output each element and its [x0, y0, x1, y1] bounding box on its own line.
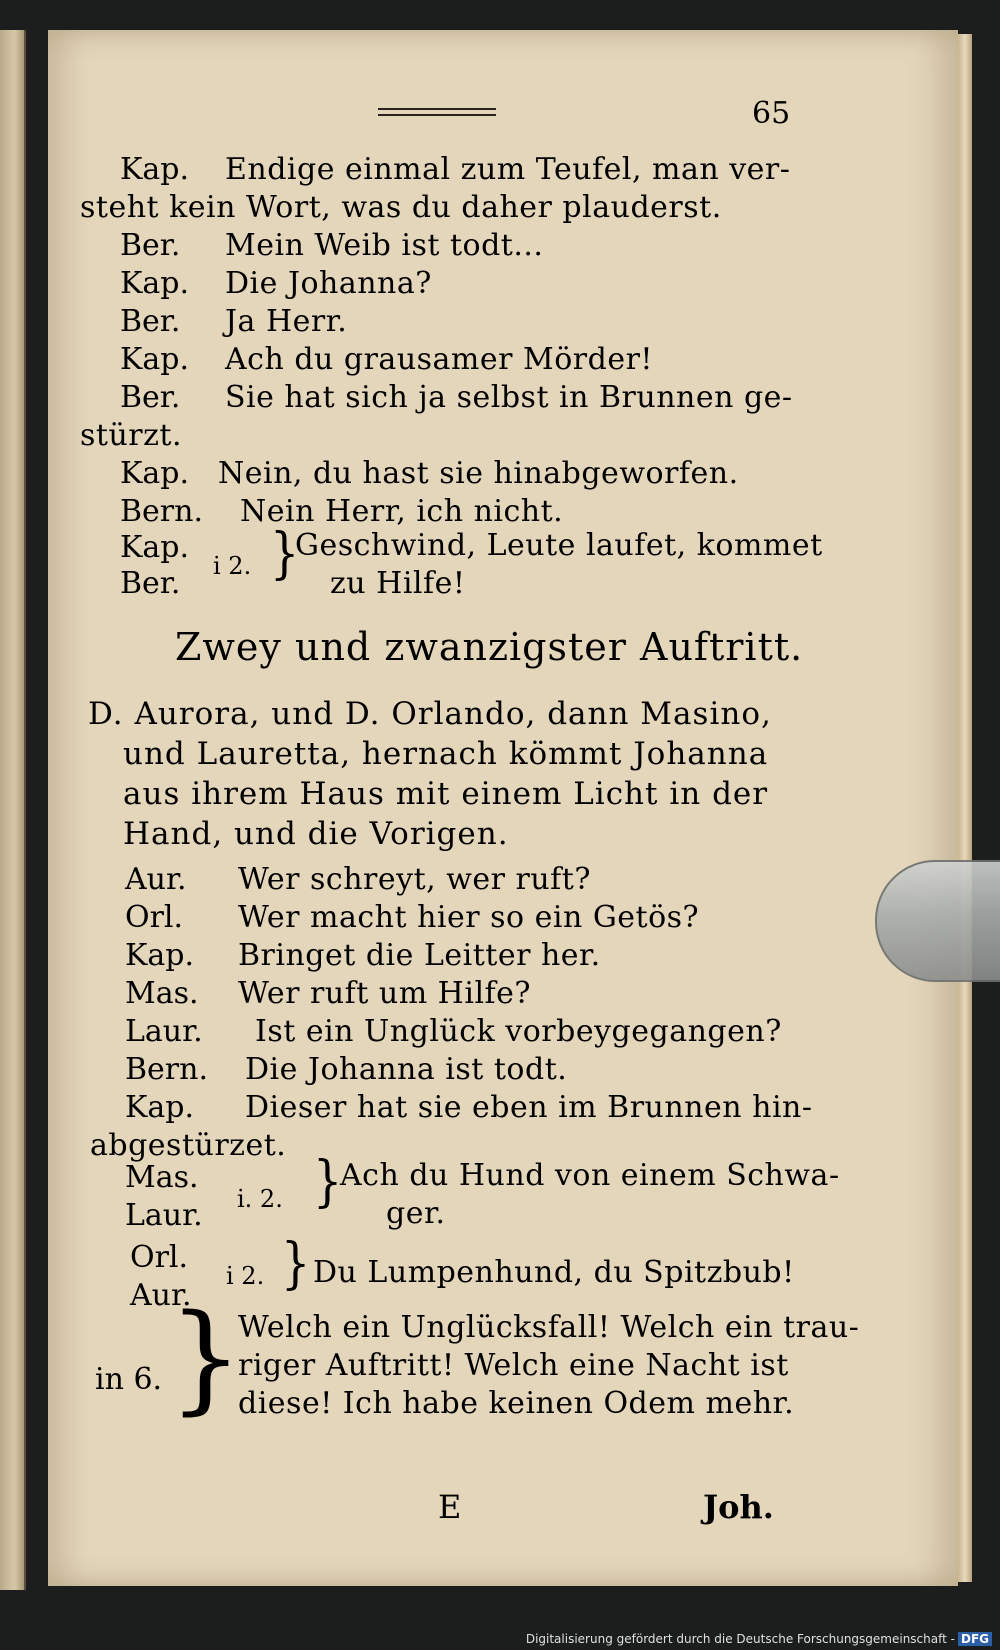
speaker: Kap. [120, 266, 190, 301]
speaker: Laur. [125, 1014, 203, 1049]
dialogue-line: Dieser hat sie eben im Brunnen hin- [245, 1090, 813, 1125]
dialogue-line: Nein Herr, ich nicht. [240, 494, 564, 529]
speaker: Orl. [125, 900, 184, 935]
dialogue-line: Wer macht hier so ein Getös? [238, 900, 700, 935]
dialogue-line: abgestürzet. [90, 1128, 287, 1163]
joint-speaker: Mas. [125, 1160, 199, 1195]
page-number: 65 [752, 96, 791, 131]
scene-heading: Zwey und zwanzigster Auftritt. [175, 625, 804, 669]
dialogue-line: riger Auftritt! Welch eine Nacht ist [238, 1348, 789, 1383]
dialogue-line: ger. [386, 1196, 446, 1231]
dialogue-line: Endige einmal zum Teufel, man ver- [225, 152, 791, 187]
speaker: Kap. [125, 938, 195, 973]
header-rule [378, 108, 496, 116]
dialogue-line: diese! Ich habe keinen Odem mehr. [238, 1386, 795, 1421]
dialogue-line: Du Lumpenhund, du Spitzbub! [313, 1255, 795, 1290]
page-stack-edge [958, 34, 972, 1582]
dialogue-line: stürzt. [80, 418, 183, 453]
joint-speaker: Orl. [130, 1240, 189, 1275]
speaker: Ber. [120, 228, 181, 263]
adjacent-page-edge [0, 30, 26, 1590]
speaker: Ber. [120, 304, 181, 339]
stage-direction-line: und Lauretta, hernach kömmt Johanna [123, 736, 769, 772]
stage-direction-line: Hand, und die Vorigen. [123, 816, 509, 852]
dialogue-line: zu Hilfe! [330, 566, 466, 601]
speaker: Bern. [125, 1052, 208, 1087]
joint-count: in 6. [95, 1362, 163, 1397]
dialogue-line: Geschwind, Leute laufet, kommet [295, 528, 823, 563]
dialogue-line: Ach du Hund von einem Schwa- [340, 1158, 840, 1193]
brace-icon: } [270, 520, 300, 586]
dialogue-line: Ja Herr. [225, 304, 348, 339]
joint-speaker: Kap. [120, 530, 190, 565]
speaker: Kap. [125, 1090, 195, 1125]
speaker: Aur. [125, 862, 187, 897]
stage-direction-line: D. Aurora, und D. Orlando, dann Masino, [88, 696, 772, 732]
joint-count: i 2. [226, 1262, 265, 1290]
dialogue-line: Nein, du hast sie hinabgeworfen. [218, 456, 739, 491]
dialogue-line: Wer ruft um Hilfe? [238, 976, 531, 1011]
joint-speaker: Ber. [120, 566, 181, 601]
dialogue-line: Die Johanna ist todt. [245, 1052, 568, 1087]
brace-icon: } [313, 1148, 343, 1214]
dialogue-line: Sie hat sich ja selbst in Brunnen ge- [225, 380, 793, 415]
brace-icon: } [168, 1288, 244, 1426]
dialogue-line: Wer schreyt, wer ruft? [238, 862, 591, 897]
speaker: Kap. [120, 456, 190, 491]
signature-mark: E [438, 1488, 462, 1526]
dialogue-line: Mein Weib ist todt... [225, 228, 544, 263]
dialogue-line: Ach du grausamer Mörder! [225, 342, 653, 377]
dialogue-line: Die Johanna? [225, 266, 432, 301]
catchword: Joh. [703, 1488, 774, 1526]
dfg-logo: DFG [958, 1632, 992, 1646]
joint-speaker: Aur. [130, 1278, 192, 1313]
speaker: Mas. [125, 976, 199, 1011]
speaker: Bern. [120, 494, 203, 529]
credit-text: Digitalisierung gefördert durch die Deutsche Forschungsgemeinschaft - [525, 1632, 955, 1646]
dialogue-line: Bringet die Leitter her. [238, 938, 601, 973]
joint-speaker: Laur. [125, 1198, 203, 1233]
dialogue-line: Ist ein Unglück vorbeygegangen? [255, 1014, 782, 1049]
joint-count: i. 2. [237, 1185, 283, 1213]
dialogue-line: steht kein Wort, was du daher plauderst. [80, 190, 722, 225]
dialogue-line: Welch ein Unglücksfall! Welch ein trau- [238, 1310, 860, 1345]
speaker: Ber. [120, 380, 181, 415]
digitization-credit [526, 1632, 992, 1646]
brace-icon: } [281, 1230, 311, 1296]
speaker: Kap. [120, 152, 190, 187]
joint-count: i 2. [213, 552, 252, 580]
speaker: Kap. [120, 342, 190, 377]
stage-direction-line: aus ihrem Haus mit einem Licht in der [123, 776, 769, 812]
page-clip [875, 860, 1000, 982]
